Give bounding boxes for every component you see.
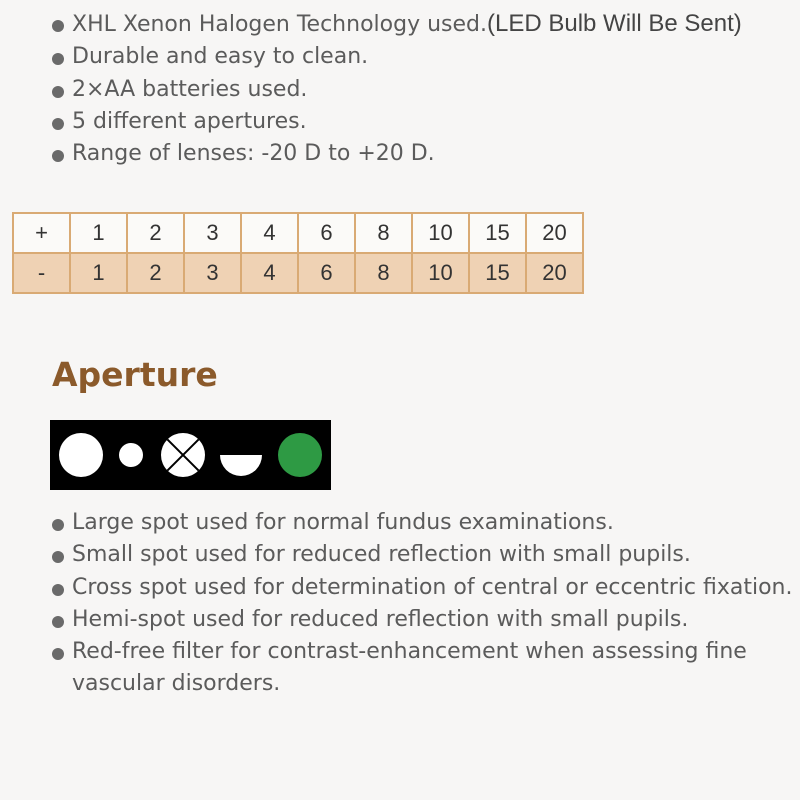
plus-lens-row <box>13 213 583 253</box>
lens-cell: 4 <box>241 253 298 293</box>
feature-item: 5 different apertures. <box>50 106 742 138</box>
lens-cell: 1 <box>70 253 127 293</box>
minus-lens-row <box>13 253 583 293</box>
lens-cell: 8 <box>355 213 412 253</box>
cross-spot-icon <box>161 433 205 477</box>
hemi-spot-icon <box>220 455 262 476</box>
feature-list <box>50 8 742 170</box>
feature-item <box>50 8 742 41</box>
feature-text: XHL Xenon Halogen Technology used. <box>72 12 487 37</box>
lens-cell: 3 <box>184 213 241 253</box>
large-spot-icon <box>59 433 103 477</box>
led-bulb-note: (LED Bulb Will Be Sent) <box>486 10 742 37</box>
lens-cell: 4 <box>241 213 298 253</box>
feature-item: 2×AA batteries used. <box>50 74 742 106</box>
lens-cell: 2 <box>127 213 184 253</box>
aperture-description-item: Hemi-spot used for reduced reflection with small pupils. <box>50 604 792 636</box>
lens-range-table <box>12 212 584 294</box>
small-spot-icon <box>119 443 143 467</box>
lens-cell: 6 <box>298 213 355 253</box>
aperture-heading: Aperture <box>52 355 218 394</box>
aperture-description-item: Large spot used for normal fundus examinations. <box>50 507 792 539</box>
lens-cell: 10 <box>412 213 469 253</box>
lens-cell: 15 <box>469 253 526 293</box>
lens-cell: + <box>13 213 70 253</box>
feature-item: Range of lenses: -20 D to +20 D. <box>50 138 742 170</box>
aperture-description-list <box>50 507 792 701</box>
lens-cell: 3 <box>184 253 241 293</box>
aperture-description-item: Small spot used for reduced reflection with small pupils. <box>50 539 792 571</box>
lens-cell: 8 <box>355 253 412 293</box>
lens-cell: 10 <box>412 253 469 293</box>
red-free-filter-icon <box>278 433 322 477</box>
lens-cell: 6 <box>298 253 355 293</box>
lens-cell: 20 <box>526 213 583 253</box>
lens-cell: 2 <box>127 253 184 293</box>
lens-cell: 15 <box>469 213 526 253</box>
lens-cell: 20 <box>526 253 583 293</box>
aperture-icon-strip <box>50 420 331 490</box>
aperture-description-item: Cross spot used for determination of central or eccentric fixation. <box>50 572 792 604</box>
feature-item: Durable and easy to clean. <box>50 41 742 73</box>
lens-cell: - <box>13 253 70 293</box>
aperture-description-item: Red-free filter for contrast-enhancement when assessing fine vascular disorders. <box>50 636 772 701</box>
lens-cell: 1 <box>70 213 127 253</box>
